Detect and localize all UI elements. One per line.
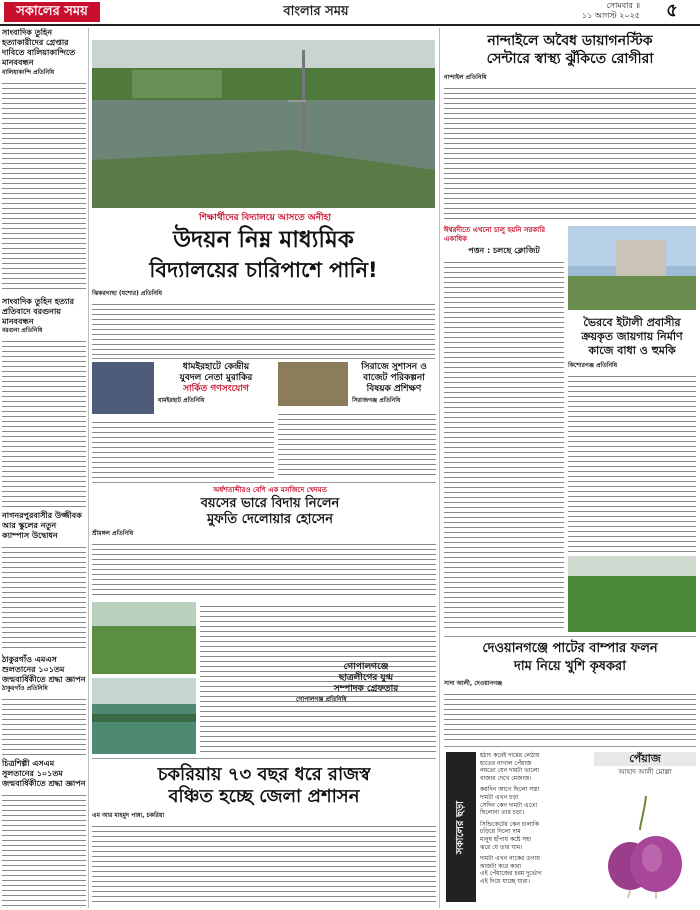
poem-lines — [480, 752, 590, 886]
govt-subhead: পত্তন : চলছে ক্লোজিট — [468, 246, 540, 255]
story4-body — [2, 695, 86, 755]
dhamrai-photo — [92, 362, 154, 414]
right-lead-byline: নান্দাইল প্রতিনিধি — [444, 74, 487, 81]
sirajganj-headline-2: বাজেট পরিকল্পনা — [363, 373, 425, 383]
poem-line: সিন্ডিকেটের কেন চালাকি — [480, 820, 539, 828]
imam-body — [92, 540, 436, 598]
dhamrai-body — [92, 418, 274, 478]
story3-body — [2, 543, 86, 651]
imam-headline-1: বয়সের ভারে বিদায় নিলেন — [200, 496, 340, 511]
page-number: ৫ — [666, 0, 678, 21]
lead-headline-line2: বিদ্যালয়ের চারিপাশে পানি! — [149, 258, 378, 282]
jute-body — [444, 690, 696, 742]
poem-author: আহাদ আলী মোল্লা — [618, 768, 672, 776]
left-column — [2, 28, 86, 908]
right-lead-headline-1: নান্দাইলে অবৈধ ডায়াগনস্টিক — [487, 33, 653, 49]
govt-kicker: ঈশ্বরদীতে এখনো চালু হয়নি সরকারি একাধিক — [444, 226, 546, 243]
fields-photo-1 — [92, 602, 196, 674]
onion-image — [600, 790, 692, 900]
italy-headline-1: ভৈরবে ইটালী প্রবাসীর — [583, 316, 681, 329]
poem-line: কয়দিন আগে ছিলো সস্তা — [480, 786, 540, 794]
jute-headline-1: দেওয়ানগঞ্জে পাটের বাম্পার ফলন — [482, 641, 658, 656]
section-title: বাংলার সময় — [283, 4, 349, 19]
gopal-headline-1: গোপালগঞ্জে — [343, 662, 389, 672]
poem-line: বাজার দেখে মেজাজ। — [480, 774, 532, 782]
sirajganj-body — [278, 410, 436, 478]
chakaria-top-rule — [92, 758, 436, 759]
right-lead-headline-2: সেন্টারে স্বাস্থ্য ঝুঁকিতে রোগীরা — [486, 51, 654, 67]
masthead-day: সোমবার ॥ — [606, 1, 640, 10]
center-divider — [439, 28, 440, 908]
sirajganj-headline-1: সিরাজে সুশাসন ও — [361, 362, 427, 372]
jute-illustration — [568, 556, 696, 632]
jute-top-rule — [444, 636, 696, 637]
fields-illustration-2 — [92, 678, 196, 754]
poem-section-tag: সকালের ছড়া — [446, 752, 476, 902]
fields-photo-2 — [92, 678, 196, 754]
story1-body — [2, 79, 86, 293]
gopal-headline-2: ছাত্রলীগের যুগ্ম — [338, 673, 394, 683]
dhamrai-headline-1: ধামইরহাটে কেন্দ্রীয় — [182, 362, 250, 372]
sirajganj-headline-3: বিষয়ক প্রশিক্ষণ — [366, 384, 422, 394]
story2-byline: বরগুনা প্রতিনিধি — [2, 327, 43, 334]
story5-body — [2, 791, 86, 908]
italy-headline-3: কাজে বাধা ও হুমকি — [588, 344, 676, 357]
poem-title: পেঁয়াজ — [594, 752, 696, 766]
lead-headline-line1: উদয়ন নিম্ন মাধ্যমিক — [173, 227, 354, 253]
jute-headline-2: দাম নিয়ে খুশি কৃষকরা — [514, 659, 626, 674]
imam-byline: শ্রীমঙ্গল প্রতিনিধি — [92, 530, 134, 537]
building-illustration — [568, 226, 696, 310]
poem-line: এই দিয়ে যাচ্ছে যারা। — [480, 877, 530, 885]
imam-top-rule — [92, 482, 436, 483]
gopal-byline: গোপালগঞ্জ প্রতিনিধি — [296, 696, 347, 703]
lead-kicker: শিক্ষার্থীদের বিদ্যালয়ে আসতে অনীহা — [199, 213, 331, 223]
poem-line: কাজটা করে কারা — [480, 862, 522, 870]
poem-line: হাতের নাগাল পেঁয়াজ — [480, 759, 532, 767]
poem-line: এই পেঁয়াজের চরম দুর্ভোগ — [480, 870, 542, 878]
lead-bottom-rule — [92, 358, 435, 359]
poem-line: ঝরে যে তার ঘাম। — [480, 843, 523, 851]
poem-line: ছিলোনা তার চড়া। — [480, 809, 525, 817]
story3-title: নাগনরপুরবাসীর উজ্জীবক আর স্কুলের নতুন ক্যাম্পাস উদ্বোধন — [2, 511, 82, 540]
school-flood-illustration — [92, 40, 435, 208]
left-divider — [88, 28, 89, 908]
italy-byline: কিশোরগঞ্জ প্রতিনিধি — [568, 362, 618, 369]
lead-byline: ঝিকরগাছা (যশোর) প্রতিনিধি — [92, 290, 162, 297]
right-lead-body — [444, 84, 696, 220]
italy-headline-2: ক্রয়কৃত জায়গায় নির্মাণ — [581, 330, 683, 343]
dhamrai-headline-2: যুবদল নেতা মুরাকির — [179, 373, 253, 383]
story1-byline: বালিয়াকান্দি প্রতিনিধি — [2, 69, 55, 76]
chakaria-headline-2: বঞ্চিত হচ্ছে জেলা প্রশাসন — [168, 786, 360, 807]
story4-byline: ঠাকুরগাঁও প্রতিনিধি — [2, 685, 48, 692]
poem-line: সেদিন কেন দামটা এতো — [480, 801, 538, 809]
onion-icon — [600, 790, 692, 900]
dhamrai-byline: ধামইরহাট প্রতিনিধি — [158, 397, 205, 404]
chakaria-body — [92, 822, 436, 906]
govt-body — [444, 258, 564, 630]
story5-title: চিত্রশিল্পী এসএম সুলতানের ১০১তম জন্মবার্ষিকীতে শ্রদ্ধা জ্ঞাপন — [2, 759, 86, 788]
story2-body — [2, 337, 86, 507]
poem-line: দামটা এখন চড়া — [480, 793, 519, 801]
poem-top-rule — [444, 746, 696, 747]
fields-illustration-1 — [92, 602, 196, 674]
story4-title: ঠাকুরগাঁও এমএস শুলতানের ১০১তম জন্মবার্ষিকীতে শ্রদ্ধা জ্ঞাপন — [2, 655, 86, 684]
poem-line: নয়তো যেন দামটা ভালো — [480, 767, 540, 775]
jute-photo — [568, 556, 696, 632]
masthead-logo: সকালের সময় — [4, 2, 100, 22]
masthead — [0, 0, 700, 24]
poem-line: মানুষ হাঁপায় কষ্টে সহা — [480, 835, 531, 843]
poem-line: দামটা এখন নাকের ডগায় — [480, 855, 540, 863]
poem-line: হঠাৎ করেই দামের লেঠায় — [480, 752, 540, 759]
training-photo — [278, 362, 348, 406]
lead-body — [92, 300, 435, 356]
gopal-headline-3: সম্পাদক গ্রেফতার — [333, 684, 399, 694]
italy-body — [568, 372, 696, 552]
masthead-rule — [0, 24, 700, 26]
jute-byline: সাদা আলী, দেওয়ানগঞ্জ — [444, 680, 503, 687]
story2-title: সাংবাদিক তুহিন হত্যার প্রতিবাদে বরগুনায় মানববন্ধন — [2, 297, 74, 326]
poem-line: চড়িয়ে দিলো দাম — [480, 828, 521, 836]
masthead-date: ১১ আগস্ট ২০২৫ — [581, 11, 640, 20]
dhamrai-headline-3: সার্কিত গণসংযোগ — [183, 384, 249, 394]
school-flood-photo — [92, 40, 435, 208]
sirajganj-byline: সিরাজগঞ্জ প্রতিনিধি — [352, 397, 401, 404]
imam-headline-2: মুফতি দেলোয়ার হোসেন — [206, 512, 334, 527]
chakaria-byline: এম আর মাহমুদ পান্না, চকরিয়া — [92, 812, 165, 819]
story1-title: সাংবাদিক তুহিন হত্যাকারীদের গ্রেপ্তার দাবিতে বালিয়াকান্দিতে মানববন্ধন — [2, 28, 76, 67]
imam-kicker: অর্ধশতাব্দীরও বেশি এক মসজিদে খেদমত — [213, 486, 327, 494]
chakaria-headline-1: চকরিয়ায় ৭৩ বছর ধরে রাজস্ব — [157, 764, 371, 785]
building-photo — [568, 226, 696, 310]
